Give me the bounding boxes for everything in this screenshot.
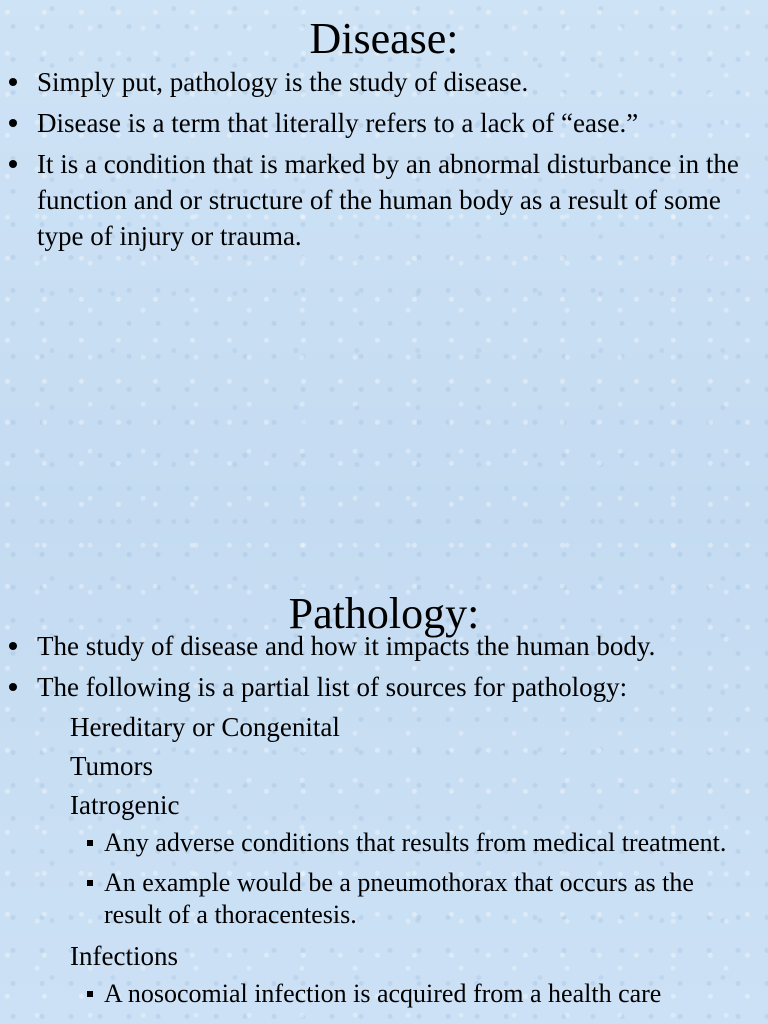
sub-item-text: Any adverse conditions that results from medical treatment. [104, 828, 727, 857]
sub-item-text: An example would be a pneumothorax that occurs as the result of a thoracentesis. [104, 868, 694, 929]
source-item: Infections [70, 941, 178, 971]
bullet-text: Disease is a term that literally refers to a lack of “ease.” [37, 108, 639, 138]
bullet-square-icon [87, 840, 93, 846]
bullet-text: The study of disease and how it impacts the human body. [37, 631, 656, 661]
bullet-list [0, 628, 768, 1018]
list-item [0, 146, 768, 254]
list-item [0, 669, 768, 705]
source-item: Tumors [70, 751, 154, 781]
bullet-dot-icon [9, 642, 17, 650]
bullet-text: It is a condition that is marked by an abnormal disturbance in the function and or structure of the human body as a result of some type of injury or trauma. [37, 149, 739, 251]
source-item: Iatrogenic [70, 790, 180, 820]
sub-item-text: A nosocomial infection is acquired from a health care [104, 979, 662, 1008]
bullet-text: Simply put, pathology is the study of disease. [37, 67, 529, 97]
bullet-dot-icon [9, 160, 17, 168]
bullet-dot-icon [9, 119, 17, 127]
bullet-dot-icon [9, 78, 17, 86]
slide-title: Disease: [309, 14, 459, 63]
list-item [0, 64, 768, 100]
source-item: Hereditary or Congenital [70, 712, 340, 742]
slide-title: Pathology: [288, 589, 480, 638]
sub-item [0, 978, 768, 1010]
bullet-text: The following is a partial list of sources for pathology: [37, 672, 628, 702]
bullet-square-icon [87, 991, 93, 997]
bullet-dot-icon [9, 683, 17, 691]
list-item [0, 628, 768, 664]
bullet-square-icon [87, 880, 93, 886]
slide-pathology [0, 585, 768, 1024]
sub-item [0, 827, 768, 859]
sub-item [0, 867, 768, 931]
bullet-list [0, 64, 768, 259]
list-item [0, 105, 768, 141]
